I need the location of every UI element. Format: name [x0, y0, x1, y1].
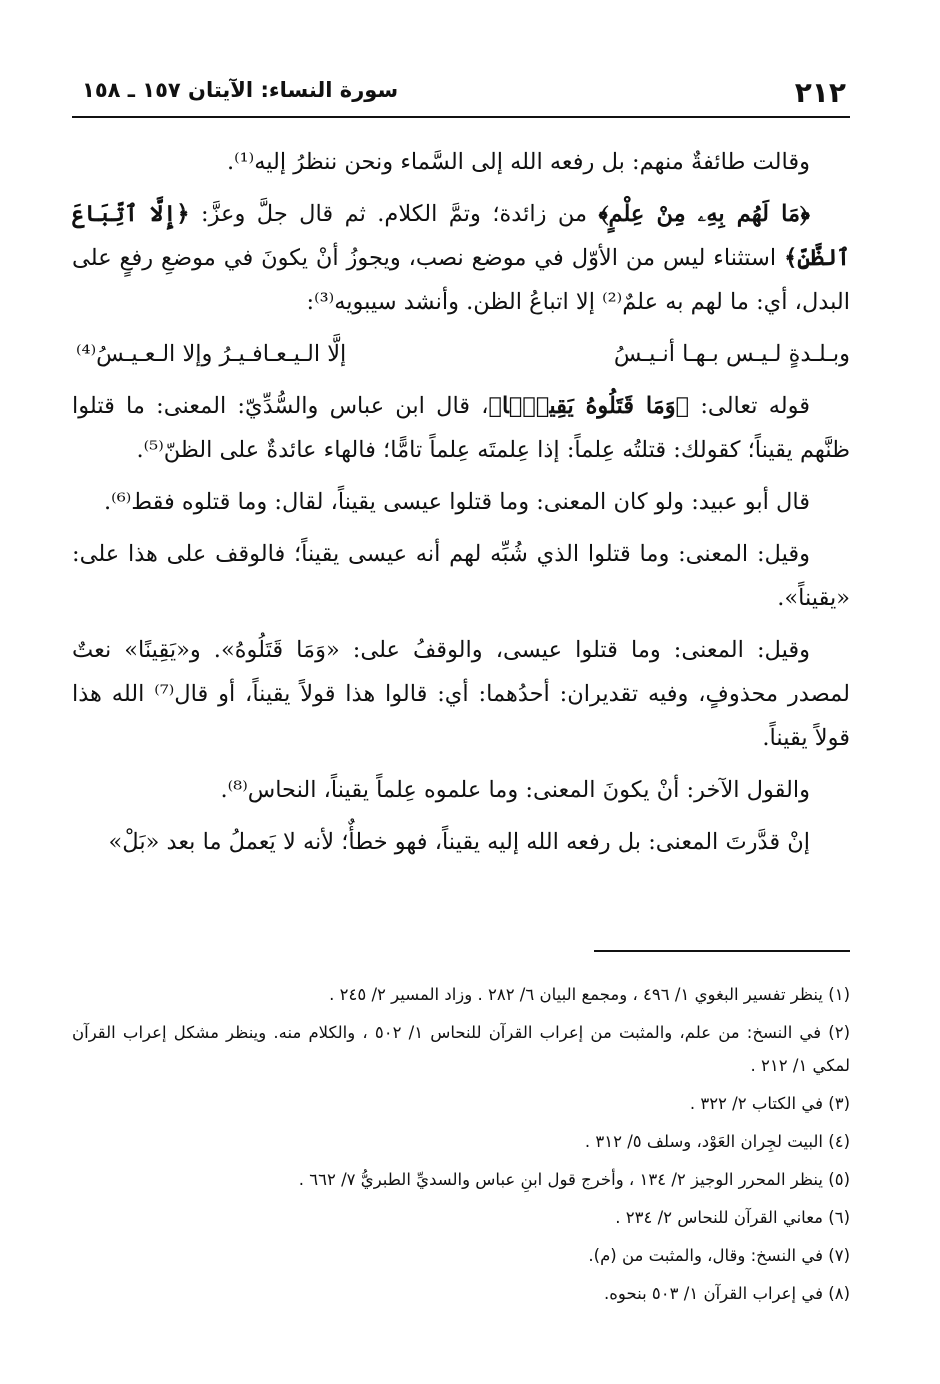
footnote-4: (٤) البيت لجِران العَوْد، وسلف ٥/ ٣١٢ . [584, 1132, 850, 1151]
quran-quote: ﴿إِلَّا ٱتِّبَاعَ ٱلظَّنِّ﴾ [72, 201, 850, 271]
paragraph-6: وقيل: المعنى: وما قتلوا عيسى، والوقفُ على: «وَمَا قَتَلُوهُ». و«يَقِينًا» نعتٌ لمصدر محذوفٍ، وفيه تقديران: أحدُهما: أي: قالوا هذا قولاً يقيناً، أو قال⁽⁷⁾ الله هذا قولاً يقيناً. [72, 637, 850, 751]
page-number: ٢١٢ [794, 76, 846, 109]
verse-second-hemistich: إلَّا الـيـعـافـيـرُ وإلا الـعـيـسُ⁽⁴⁾ [76, 341, 347, 367]
paragraph-text: ، قال ابن عباس والسُّدِّيّ: المعنى: ما قتلوا ظنَّهم يقيناً؛ كقولك: قتلتُه عِلماً: إذا عِلمتَه عِلماً تامًّا؛ فالهاء عائدةٌ على الظنّ⁽⁵⁾. [72, 393, 850, 463]
footnote-6: (٦) معاني القرآن للنحاس ٢/ ٢٣٤ . [615, 1208, 850, 1227]
verse-first-hemistich: وبـلـدةٍ لـيـس بـهـا أنـيـسُ [613, 341, 850, 367]
paragraph-5: وقيل: المعنى: وما قتلوا الذي شُبِّه لهم أنه عيسى يقيناً؛ فالوقف على هذا على: «يقيناً». [72, 541, 850, 611]
quran-quote: ﴿وَمَا قَتَلُوهُ يَقِينًۢا﴾ [488, 393, 690, 419]
footnote-7: (٧) في النسخ: وقال، والمثبت من (م). [588, 1246, 850, 1265]
paragraph-text: استثناء ليس من الأوّل في موضع نصب، ويجوزُ أنْ يكونَ في موضعِ رفعٍ على البدل، أي: ما لهم به علمٌ⁽²⁾ إلا اتباعُ الظن. وأنشد سيبويه⁽³⁾: [72, 245, 850, 315]
paragraph-1: وقالت طائفةٌ منهم: بل رفعه الله إلى السَّماء ونحن ننظرُ إليه⁽¹⁾. [226, 149, 810, 175]
paragraph-text: من زائدة؛ وتمَّ الكلام. ثم قال جلَّ وعزَّ: [189, 201, 599, 227]
footnote-divider [594, 950, 850, 952]
paragraph-2 [72, 192, 850, 324]
footnote-2: (٢) في النسخ: من علم، والمثبت من إعراب القرآن للنحاس ١/ ٥٠٢ ، والكلام منه. وينظر مشكل إعراب القرآن لمكي ١/ ٢١٢ . [72, 1023, 850, 1075]
paragraph-4: قال أبو عبيد: ولو كان المعنى: وما قتلوا عيسى يقيناً، لقال: وما قتلوه فقط⁽⁶⁾. [104, 489, 810, 515]
main-text [72, 140, 850, 872]
paragraph-3 [72, 384, 850, 472]
page-header [72, 72, 850, 118]
paragraph-text: قوله تعالى: [689, 393, 810, 419]
footnote-3: (٣) في الكتاب ٢/ ٣٢٢ . [689, 1094, 850, 1113]
footnote-1: (١) ينظر تفسير البغوي ١/ ٤٩٦ ، ومجمع البيان ٦/ ٢٨٢ . وزاد المسير ٢/ ٢٤٥ . [329, 985, 850, 1004]
footnote-5: (٥) ينظر المحرر الوجيز ٢/ ١٣٤ ، وأخرج قول ابنِ عباس والسديِّ الطبريُّ ٧/ ٦٦٢ . [298, 1170, 850, 1189]
paragraph-8: إنْ قدَّرتَ المعنى: بل رفعه الله إليه يقيناً، فهو خطأٌ؛ لأنه لا يَعملُ ما بعد «بَلْ» [108, 829, 810, 855]
footnotes [72, 978, 850, 1315]
footnote-8: (٨) في إعراب القرآن ١/ ٥٠٣ بنحوه. [604, 1284, 850, 1303]
quran-quote: ﴿مَا لَهُم بِهِۦ مِنْ عِلْمٍ﴾ [598, 201, 810, 227]
running-title: سورة النساء: الآيتان ١٥٧ ـ ١٥٨ [82, 78, 399, 102]
poetry-verse [72, 332, 850, 376]
paragraph-7: والقول الآخر: أنْ يكونَ المعنى: وما علموه عِلماً يقيناً، النحاس⁽⁸⁾. [220, 777, 810, 803]
